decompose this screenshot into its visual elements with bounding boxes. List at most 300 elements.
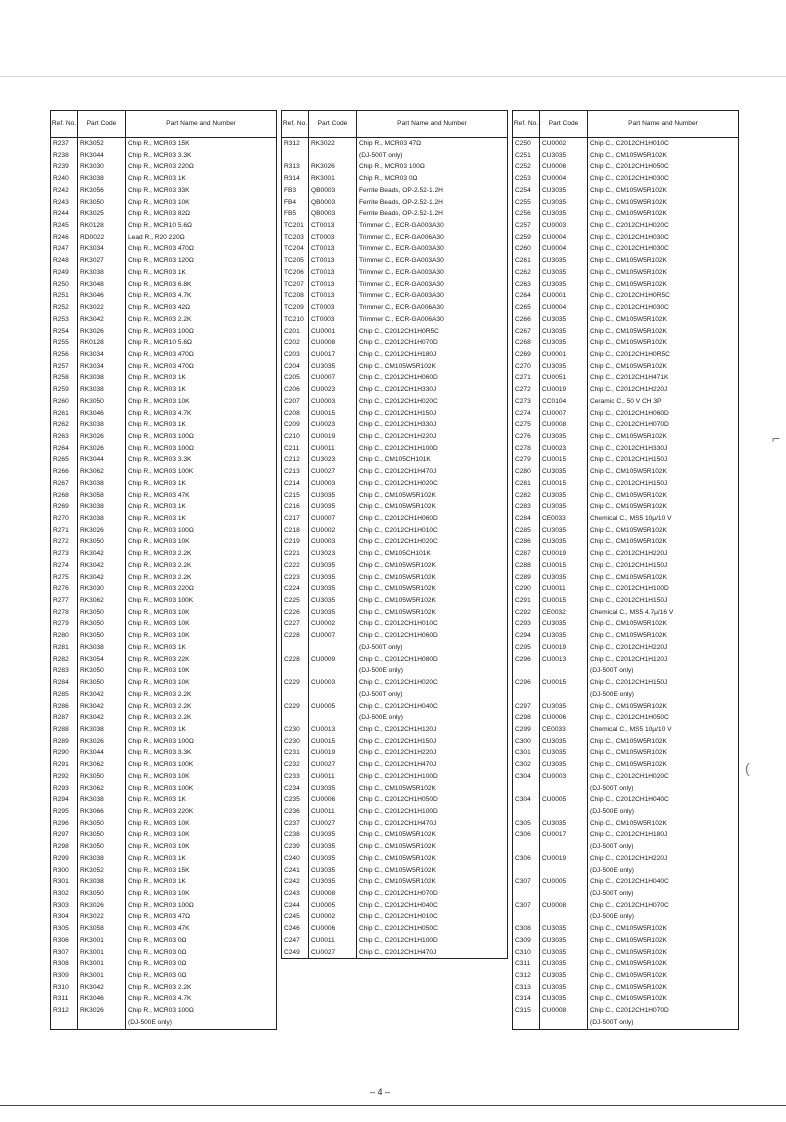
- table-row: [513, 302, 739, 314]
- name-cell: Chip R., MCR03 22K: [126, 654, 277, 666]
- ref-cell: C221: [282, 548, 309, 560]
- name-cell: Chip R., MCR03 2.2K: [126, 712, 277, 724]
- table-row: [51, 630, 277, 642]
- table-row: [282, 888, 508, 900]
- table-row: [282, 326, 508, 338]
- name-cell: Chip C., CM105W5R102K: [588, 501, 739, 513]
- code-cell: CU3035: [309, 853, 357, 865]
- code-cell: CU0015: [540, 478, 588, 490]
- table-row: [51, 665, 277, 677]
- ref-cell: TC210: [282, 314, 309, 326]
- ref-cell: [513, 806, 540, 818]
- table-row: [513, 607, 739, 619]
- code-cell: CU0008: [309, 337, 357, 349]
- name-cell: Chip C., CM105W5R102K: [588, 337, 739, 349]
- ref-cell: C253: [513, 173, 540, 185]
- ref-header: Ref. No.: [513, 111, 540, 138]
- name-cell: Chip R., MCR03 1K: [126, 267, 277, 279]
- ref-cell: C315: [513, 1005, 540, 1017]
- table-row: [51, 372, 277, 384]
- code-cell: CT0013: [309, 243, 357, 255]
- name-cell: Chip C., C2012CH1H010C: [588, 138, 739, 150]
- ref-cell: R240: [51, 173, 78, 185]
- table-row: [513, 701, 739, 713]
- code-cell: CU3023: [309, 454, 357, 466]
- table-row: [51, 337, 277, 349]
- ref-cell: C204: [282, 361, 309, 373]
- name-cell: Chip C., C2012CH1H220J: [588, 384, 739, 396]
- table-row: [51, 419, 277, 431]
- code-cell: RK3022: [309, 138, 357, 150]
- code-cell: RK3038: [78, 501, 126, 513]
- name-cell: Chip R., MCR03 100Ω: [126, 900, 277, 912]
- code-cell: RK3048: [78, 279, 126, 291]
- name-cell: Chip C., CM105W5R102K: [588, 736, 739, 748]
- name-cell: Chip C., CM105W5R102K: [588, 208, 739, 220]
- code-cell: CU0001: [540, 349, 588, 361]
- table-row: [513, 818, 739, 830]
- table-row: [513, 865, 739, 877]
- name-cell: Chip R., MCR03 1K: [126, 384, 277, 396]
- ref-cell: C254: [513, 185, 540, 197]
- table-row: [513, 572, 739, 584]
- table-row: [51, 818, 277, 830]
- code-cell: CC0104: [540, 396, 588, 408]
- ref-cell: R238: [51, 150, 78, 162]
- code-cell: CU0004: [540, 173, 588, 185]
- code-cell: CU3035: [540, 701, 588, 713]
- code-cell: RK3038: [78, 267, 126, 279]
- table-row: [51, 150, 277, 162]
- code-cell: RK3038: [78, 173, 126, 185]
- ref-cell: R247: [51, 243, 78, 255]
- ref-cell: C227: [282, 618, 309, 630]
- ref-cell: C206: [282, 384, 309, 396]
- ref-cell: C272: [513, 384, 540, 396]
- name-cell: Chip R., MCR03 100K: [126, 783, 277, 795]
- table-row: [513, 888, 739, 900]
- name-cell: Chip C., CM105W5R102K: [357, 783, 508, 795]
- code-cell: RK3050: [78, 630, 126, 642]
- name-cell: Chip R., MCR03 3.3K: [126, 150, 277, 162]
- code-cell: CU3035: [540, 759, 588, 771]
- name-cell: Chip C., C2012CH1H040C: [588, 876, 739, 888]
- table-row: [513, 935, 739, 947]
- table-row: [513, 1017, 739, 1029]
- table-row: [51, 783, 277, 795]
- code-cell: CU3035: [540, 361, 588, 373]
- table-row: [282, 372, 508, 384]
- code-cell: CU3035: [309, 572, 357, 584]
- table-row: [51, 900, 277, 912]
- code-cell: CE0033: [540, 724, 588, 736]
- table-row: [513, 677, 739, 689]
- code-cell: RK3056: [78, 185, 126, 197]
- code-cell: RK3042: [78, 689, 126, 701]
- name-cell: Chip C., C2012CH1H100D: [357, 806, 508, 818]
- ref-cell: C266: [513, 314, 540, 326]
- name-cell: Chip R., MCR03 1K: [126, 853, 277, 865]
- code-cell: CU3035: [309, 583, 357, 595]
- code-cell: CU0005: [309, 701, 357, 713]
- code-cell: CU0027: [309, 818, 357, 830]
- code-cell: RK3026: [78, 326, 126, 338]
- ref-cell: R254: [51, 326, 78, 338]
- name-cell: Chip C., C2012CH1H050C: [588, 161, 739, 173]
- code-cell: CU0015: [540, 677, 588, 689]
- name-cell: Chip R., MCR03 10K: [126, 829, 277, 841]
- table-row: [513, 923, 739, 935]
- ref-cell: R311: [51, 993, 78, 1005]
- ref-cell: C283: [513, 501, 540, 513]
- ref-cell: C212: [282, 454, 309, 466]
- code-cell: CU0006: [540, 161, 588, 173]
- table-row: [51, 642, 277, 654]
- name-cell: Chip R., MCR03 1K: [126, 642, 277, 654]
- name-cell: Chip C., CM105W5R102K: [588, 150, 739, 162]
- ref-cell: C282: [513, 490, 540, 502]
- ref-cell: R272: [51, 536, 78, 548]
- code-cell: CU0027: [309, 759, 357, 771]
- ref-cell: C223: [282, 572, 309, 584]
- ref-cell: C219: [282, 536, 309, 548]
- ref-cell: C217: [282, 513, 309, 525]
- ref-cell: C205: [282, 372, 309, 384]
- table-row: [51, 513, 277, 525]
- bottom-rule: [0, 1105, 786, 1106]
- code-cell: CU0005: [540, 876, 588, 888]
- name-cell: [588, 1029, 739, 1030]
- ref-cell: R252: [51, 302, 78, 314]
- code-cell: CU3035: [540, 197, 588, 209]
- table-row: [282, 490, 508, 502]
- name-cell: Chip C., C2012CH1H150J: [588, 595, 739, 607]
- ref-cell: [513, 1017, 540, 1029]
- ref-cell: TC204: [282, 243, 309, 255]
- ref-cell: C230: [282, 724, 309, 736]
- name-cell: Chip C., C2012CH1H070D: [357, 337, 508, 349]
- name-cell: Ferrite Beads, OP-2.52-1.2H: [357, 185, 508, 197]
- table-row: [51, 701, 277, 713]
- ref-cell: R263: [51, 431, 78, 443]
- table-row: [51, 232, 277, 244]
- code-cell: RK3046: [78, 408, 126, 420]
- name-cell: Chip C., CM105W5R102K: [357, 490, 508, 502]
- name-header: Part Name and Number: [357, 111, 508, 138]
- ref-cell: R260: [51, 396, 78, 408]
- code-cell: [540, 911, 588, 923]
- name-cell: Chip C., CM105W5R102K: [588, 701, 739, 713]
- code-cell: RK3001: [309, 173, 357, 185]
- ref-cell: C240: [282, 853, 309, 865]
- table-row: [513, 911, 739, 923]
- name-cell: Chip R., MCR03 1K: [126, 478, 277, 490]
- ref-cell: R245: [51, 220, 78, 232]
- name-cell: (DJ-500E only): [588, 911, 739, 923]
- ref-cell: R310: [51, 982, 78, 994]
- table-row: [51, 736, 277, 748]
- code-cell: CU3035: [540, 279, 588, 291]
- code-cell: CT0013: [309, 267, 357, 279]
- ref-cell: C241: [282, 865, 309, 877]
- code-cell: RK3038: [78, 642, 126, 654]
- code-cell: CU0013: [540, 654, 588, 666]
- table-row: [513, 349, 739, 361]
- code-cell: RK3038: [78, 853, 126, 865]
- name-cell: Chip R., MCR03 100Ω: [126, 431, 277, 443]
- name-cell: Chip C., C2012CH1H220J: [357, 747, 508, 759]
- code-header: Part Code: [78, 111, 126, 138]
- code-cell: CU0019: [309, 431, 357, 443]
- code-cell: CU3035: [540, 572, 588, 584]
- code-cell: CU3035: [540, 536, 588, 548]
- name-cell: Chip R., MCR03 10K: [126, 665, 277, 677]
- ref-cell: C302: [513, 759, 540, 771]
- code-header: Part Code: [540, 111, 588, 138]
- code-cell: CU0023: [309, 419, 357, 431]
- name-cell: Chip C., CM105W5R102K: [588, 314, 739, 326]
- table-row: [282, 783, 508, 795]
- ref-cell: R285: [51, 689, 78, 701]
- code-cell: CU3035: [540, 150, 588, 162]
- code-cell: CU0051: [540, 372, 588, 384]
- ref-cell: C295: [513, 642, 540, 654]
- ref-cell: C209: [282, 419, 309, 431]
- ref-cell: C270: [513, 361, 540, 373]
- table-row: [513, 501, 739, 513]
- ref-cell: C278: [513, 443, 540, 455]
- table-row: [513, 326, 739, 338]
- code-cell: RK3001: [78, 935, 126, 947]
- ref-cell: C314: [513, 993, 540, 1005]
- table-row: [51, 911, 277, 923]
- ref-cell: C296: [513, 654, 540, 666]
- table-row: [513, 372, 739, 384]
- table-row: [513, 255, 739, 267]
- code-cell: RK3050: [78, 829, 126, 841]
- table-row: [282, 654, 508, 666]
- table-row: [51, 290, 277, 302]
- ref-cell: R265: [51, 454, 78, 466]
- name-cell: Chip R., MCR03 47Ω: [357, 138, 508, 150]
- ref-cell: C279: [513, 454, 540, 466]
- ref-cell: [51, 1029, 78, 1030]
- code-cell: CT0013: [309, 279, 357, 291]
- code-cell: RK3034: [78, 243, 126, 255]
- name-cell: Chip R., MCR03 100K: [126, 759, 277, 771]
- ref-cell: C297: [513, 701, 540, 713]
- table-row: [513, 478, 739, 490]
- name-cell: (DJ-500T only): [357, 150, 508, 162]
- ref-cell: R264: [51, 443, 78, 455]
- table-row: [282, 361, 508, 373]
- table-row: [51, 888, 277, 900]
- table-row: [513, 783, 739, 795]
- table-row: [282, 548, 508, 560]
- ref-cell: R268: [51, 490, 78, 502]
- table-row: [51, 677, 277, 689]
- name-cell: Chip R., MCR03 6.8K: [126, 279, 277, 291]
- code-cell: [309, 712, 357, 724]
- code-cell: CU0007: [309, 372, 357, 384]
- table-row: [51, 220, 277, 232]
- name-cell: Chip C., C2012CH1H020C: [357, 677, 508, 689]
- code-cell: RK3058: [78, 923, 126, 935]
- name-cell: Chip R., MCR03 33K: [126, 185, 277, 197]
- code-cell: CU0011: [309, 806, 357, 818]
- name-cell: (DJ-500T only): [588, 783, 739, 795]
- name-cell: Trimmer C., ECR-GA003A30: [357, 243, 508, 255]
- ref-cell: C232: [282, 759, 309, 771]
- ref-cell: C214: [282, 478, 309, 490]
- ref-cell: R294: [51, 794, 78, 806]
- code-cell: RK3044: [78, 454, 126, 466]
- table-row: [282, 865, 508, 877]
- name-cell: Chip R., MCR03 10K: [126, 818, 277, 830]
- ref-cell: R255: [51, 337, 78, 349]
- code-cell: CU0008: [540, 1005, 588, 1017]
- name-cell: (DJ-500T only): [357, 689, 508, 701]
- code-cell: RK3050: [78, 665, 126, 677]
- name-cell: Chip C., C2012CH1H070D: [588, 419, 739, 431]
- name-cell: Chip C., C2012CH1H0R5C: [357, 326, 508, 338]
- code-cell: CU0023: [540, 443, 588, 455]
- name-cell: Chip C., CM105W5R102K: [588, 279, 739, 291]
- name-cell: Chip R., MCR03 15K: [126, 138, 277, 150]
- table-row: [51, 431, 277, 443]
- ref-cell: C307: [513, 876, 540, 888]
- name-cell: Chip C., C2012CH1H010C: [357, 525, 508, 537]
- table-row: [513, 771, 739, 783]
- table-row: [513, 712, 739, 724]
- code-cell: RK3042: [78, 560, 126, 572]
- name-cell: Chip R., MCR03 1K: [126, 724, 277, 736]
- table-row: [282, 302, 508, 314]
- name-cell: Chip R., MCR03 1K: [126, 372, 277, 384]
- table-row: [513, 314, 739, 326]
- ref-cell: C275: [513, 419, 540, 431]
- name-cell: Chip C., CM105W5R102K: [588, 970, 739, 982]
- name-cell: Chip R., MCR03 100Ω: [126, 525, 277, 537]
- ref-cell: [513, 888, 540, 900]
- code-header: Part Code: [309, 111, 357, 138]
- table-row: [513, 993, 739, 1005]
- table-row: [51, 173, 277, 185]
- ref-cell: R291: [51, 759, 78, 771]
- name-cell: Chip R., MCR03 10K: [126, 607, 277, 619]
- code-cell: CU0008: [540, 900, 588, 912]
- margin-mark: ⌐: [772, 430, 781, 446]
- name-cell: Chip C., CM105W5R102K: [588, 536, 739, 548]
- table-row: [51, 361, 277, 373]
- code-cell: CU0006: [540, 712, 588, 724]
- name-cell: (DJ-500E only): [357, 665, 508, 677]
- ref-cell: C238: [282, 829, 309, 841]
- ref-cell: R308: [51, 958, 78, 970]
- table-row: [513, 220, 739, 232]
- ref-cell: C202: [282, 337, 309, 349]
- name-cell: Chip C., CM105W5R102K: [357, 829, 508, 841]
- ref-cell: R250: [51, 279, 78, 291]
- code-cell: RK3026: [78, 443, 126, 455]
- code-cell: RK3042: [78, 314, 126, 326]
- name-cell: Chip R., MCR03 1K: [126, 513, 277, 525]
- table-row: [282, 478, 508, 490]
- name-cell: Chip R., MCR03 2.2K: [126, 548, 277, 560]
- code-cell: [540, 841, 588, 853]
- code-cell: RK3050: [78, 818, 126, 830]
- ref-cell: R274: [51, 560, 78, 572]
- name-cell: Chip C., C2012CH1H020C: [357, 536, 508, 548]
- code-cell: RK3038: [78, 478, 126, 490]
- code-cell: CU3035: [540, 736, 588, 748]
- code-cell: CU0019: [540, 548, 588, 560]
- table-row: [513, 161, 739, 173]
- code-cell: CU0006: [309, 923, 357, 935]
- table-row: [51, 208, 277, 220]
- ref-cell: C230: [282, 736, 309, 748]
- name-cell: Chip C., CM105CH101K: [357, 548, 508, 560]
- ref-cell: R314: [282, 173, 309, 185]
- code-cell: [78, 1029, 126, 1030]
- name-cell: Chip C., CM105W5R102K: [357, 560, 508, 572]
- name-cell: (DJ-500E only): [126, 1017, 277, 1029]
- ref-cell: C290: [513, 583, 540, 595]
- table-row: [513, 841, 739, 853]
- code-cell: CU3035: [309, 865, 357, 877]
- name-cell: Chip R., MCR03 2.2K: [126, 560, 277, 572]
- table-row: [513, 794, 739, 806]
- code-cell: CU0019: [540, 384, 588, 396]
- name-cell: Chip R., MCR03 0Ω: [357, 173, 508, 185]
- name-cell: Chip R., MCR03 220K: [126, 806, 277, 818]
- table-row: [282, 349, 508, 361]
- code-cell: CU0013: [309, 724, 357, 736]
- parts-table-middle: [281, 110, 508, 959]
- name-cell: (DJ-500T only): [588, 665, 739, 677]
- ref-cell: C255: [513, 197, 540, 209]
- code-cell: RK3038: [78, 794, 126, 806]
- ref-cell: R295: [51, 806, 78, 818]
- ref-cell: C229: [282, 701, 309, 713]
- table-row: [51, 267, 277, 279]
- name-cell: Chip C., C2012CH1H120J: [588, 654, 739, 666]
- ref-cell: R287: [51, 712, 78, 724]
- code-cell: CE0032: [540, 607, 588, 619]
- ref-cell: C306: [513, 829, 540, 841]
- name-cell: Chip R., MCR03 100Ω: [126, 326, 277, 338]
- ref-cell: C261: [513, 255, 540, 267]
- table-row: [513, 243, 739, 255]
- margin-mark: (: [745, 760, 750, 776]
- table-row: [513, 1005, 739, 1017]
- code-cell: CU3035: [309, 876, 357, 888]
- name-cell: Chip R., MCR03 10K: [126, 536, 277, 548]
- ref-cell: C210: [282, 431, 309, 443]
- ref-cell: C233: [282, 771, 309, 783]
- ref-cell: [513, 689, 540, 701]
- ref-cell: R243: [51, 197, 78, 209]
- name-cell: Chip C., CM105W5R102K: [588, 525, 739, 537]
- name-cell: (DJ-500T only): [588, 841, 739, 853]
- code-cell: CU0011: [309, 443, 357, 455]
- code-cell: RK3001: [78, 958, 126, 970]
- code-cell: CU3035: [540, 466, 588, 478]
- table-row: [513, 947, 739, 959]
- name-cell: Chip R., MCR03 2.2K: [126, 689, 277, 701]
- table-row: [51, 794, 277, 806]
- code-cell: CU3035: [540, 501, 588, 513]
